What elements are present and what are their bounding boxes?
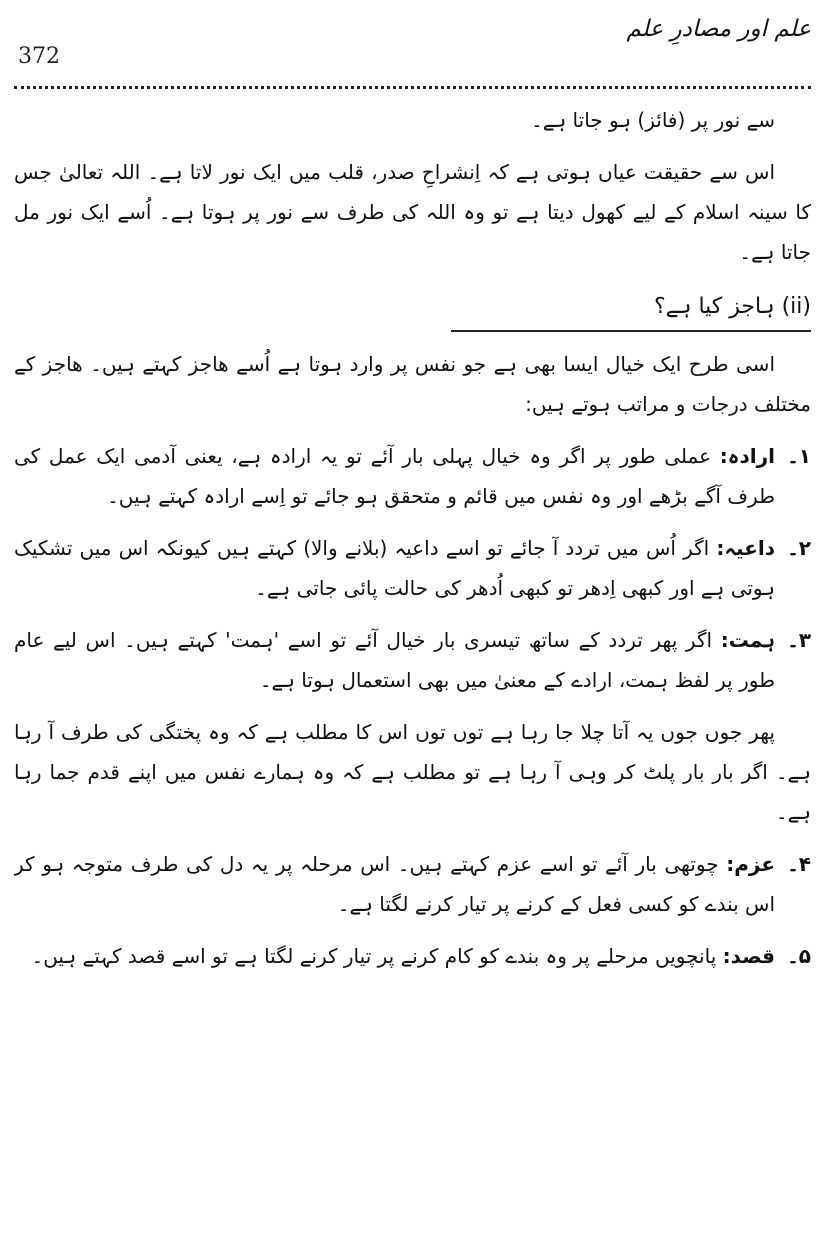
list-item-text: پانچویں مرحلے پر وہ بندے کو کام کرنے پر تیار کرنے لگتا ہے تو اسے قصد کہتے ہیں۔ [31,944,717,968]
list-item-body [14,844,775,924]
paragraph-inshirah: اس سے حقیقت عیاں ہوتی ہے کہ اِنشراحِ صدر، قلب میں ایک نور لاتا ہے۔ اللہ تعالیٰ جس کا سینہ اسلام کے لیے کھول دیتا ہے تو وہ اللہ کی طرف سے نور پر ہوتا ہے۔ اُسے ایک نور مل جاتا ہے۔ [14,160,811,264]
page-header [14,8,811,84]
list-item-number: ۲۔ [787,536,811,560]
list-item-number: ۵۔ [787,944,811,968]
list-item-term: قصد: [722,944,775,968]
paragraph-hajiz-intro: اسی طرح ایک خیال ایسا بھی ہے جو نفس پر وارد ہوتا ہے اُسے ھاجز کہتے ہیں۔ ھاجز کے مختلف درجات و مراتب ہوتے ہیں: [14,352,811,416]
list-item-number: ۱۔ [787,444,811,468]
list-item-text: عملی طور پر اگر وہ خیال پہلی بار آئے تو یہ ارادہ ہے، یعنی آدمی ایک عمل کی طرف آگے بڑھے اور وہ نفس میں قائم و متحقق ہو جائے تو اِسے ارادہ کہتے ہیں۔ [14,444,775,508]
list-item-term: ارادہ: [719,444,775,468]
list-item [14,620,811,700]
list-item-text: اگر پھر تردد کے ساتھ تیسری بار خیال آئے تو اسے 'ہمت' کہتے ہیں۔ اس لیے عام طور پر لفظ ہمت، ارادے کے معنیٰ میں بھی استعمال ہوتا ہے۔ [14,628,775,692]
list-item-number: ۳۔ [787,628,811,652]
running-title: علم اور مصادرِ علم [626,16,811,42]
list-item-text: اگر اُس میں تردد آ جائے تو اسے داعیہ (بلانے والا) کہتے ہیں کیونکہ اس میں تشکیک ہوتی ہے اور کبھی اِدھر تو کبھی اُدھر کی حالت پائی جاتی ہے۔ [14,536,775,600]
list-item-body [14,620,775,700]
list-item-number: ۴۔ [787,852,811,876]
list-item-text: چوتھی بار آئے تو اسے عزم کہتے ہیں۔ اس مرحلہ پر یہ دل کی طرف متوجہ ہو کر اس بندے کو کسی فعل کے کرنے پر تیار کرنے لگتا ہے۔ [14,852,775,916]
list-item-body [14,936,775,976]
list-item [14,936,811,976]
list-item [14,528,811,608]
section-heading: (ii) ہاجز کیا ہے؟ [451,286,811,332]
list-item [14,436,811,516]
list-item-body [14,528,775,608]
page-body [14,100,811,1246]
list-item-term: داعیہ: [716,536,775,560]
list-item-term: عزم: [726,852,775,876]
list-item [14,844,811,924]
header-divider [14,86,811,89]
paragraph-continuation: سے نور پر (فائز) ہو جاتا ہے۔ [531,108,775,132]
list-item-term: ہمت: [720,628,775,652]
paragraph-consolidation: پھر جوں جوں یہ آتا چلا جا رہا ہے توں توں اس کا مطلب ہے کہ وہ پختگی کی طرف آ رہا ہے۔ اگر بار بار پلٹ کر وہی آ رہا ہے تو مطلب ہے کہ وہ ہمارے نفس میں اپنے قدم جما رہا ہے۔ [14,720,811,824]
list-item-body [14,436,775,516]
page-number: 372 [18,44,60,69]
